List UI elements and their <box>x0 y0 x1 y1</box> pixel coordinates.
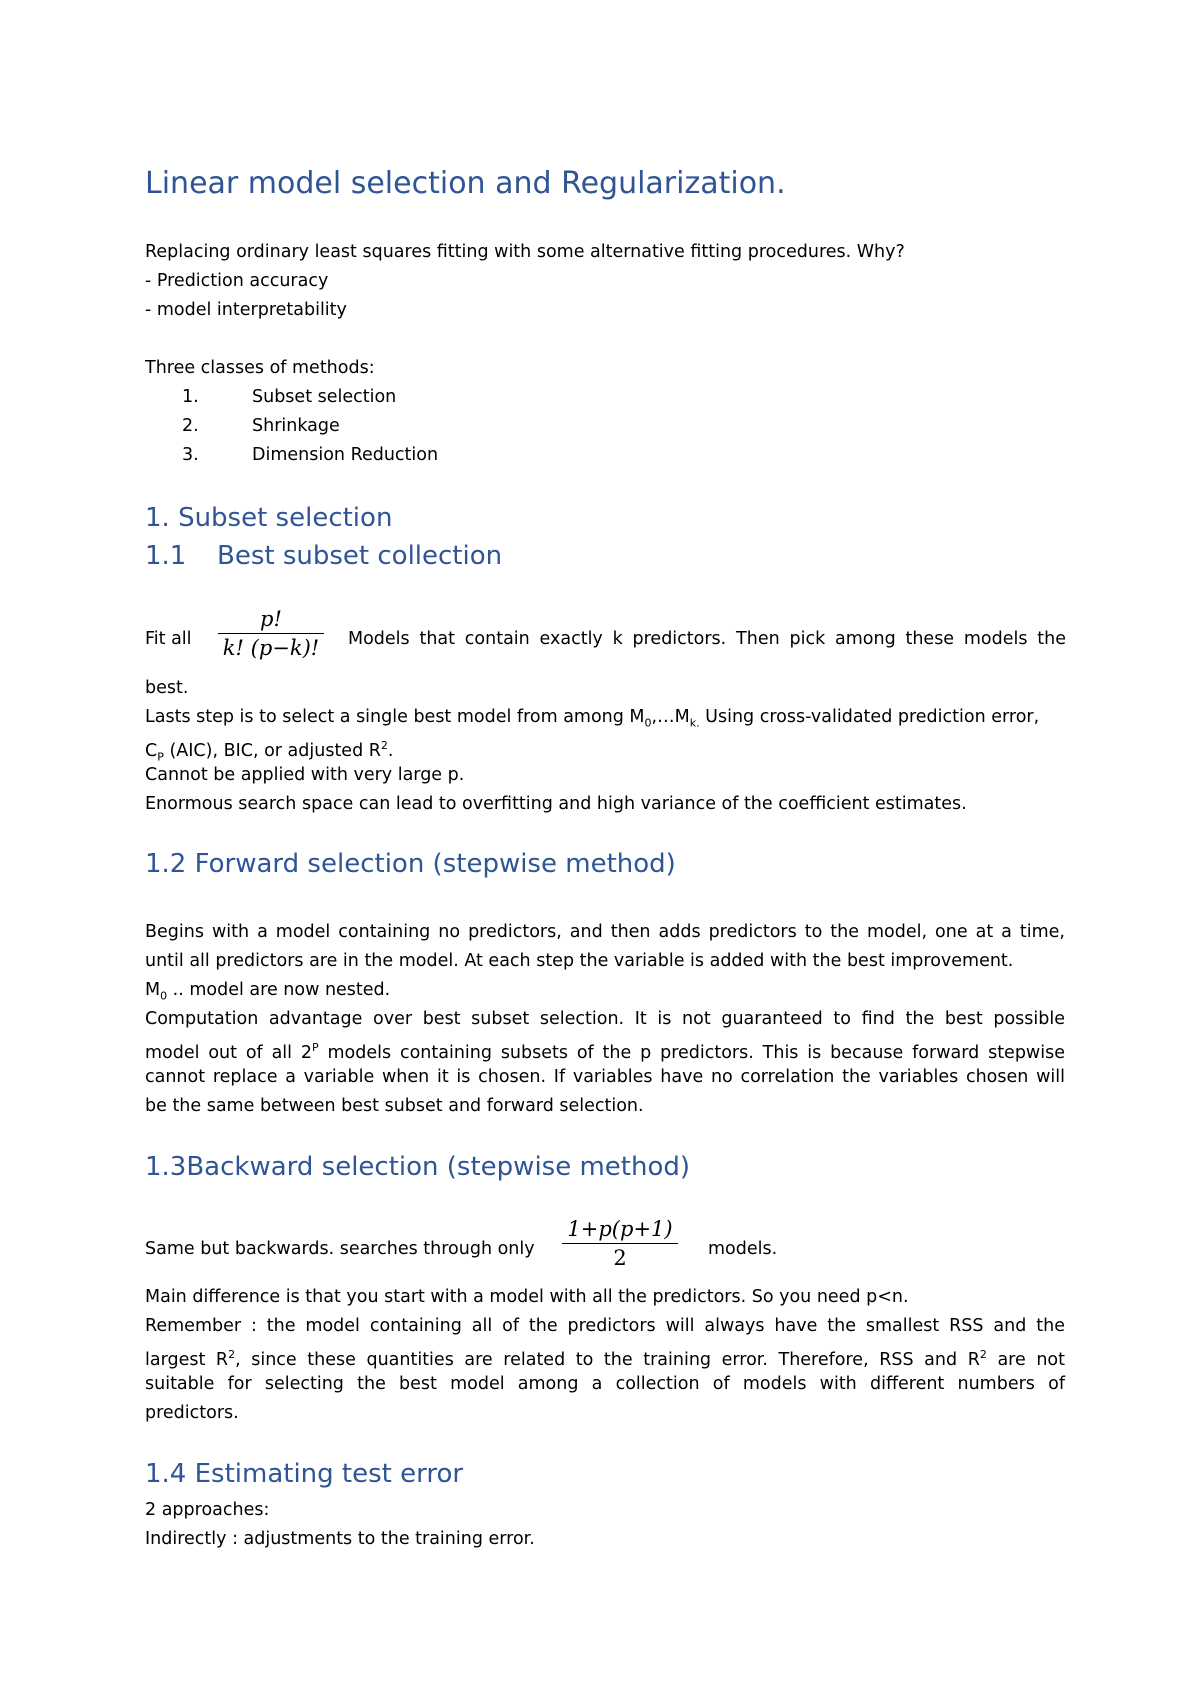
method-item <box>182 444 438 466</box>
paragraph-line: Remember : the model containing all of the predictors will always have the smallest RSS and the <box>145 1316 1065 1336</box>
paragraph-line: until all predictors are in the model. At each step the variable is added with the best improvement. <box>145 951 1014 971</box>
fraction-numerator: 1+p(p+1) <box>567 1217 673 1241</box>
paragraph-line: cannot replace a variable when it is chosen. If variables have no correlation the variables chosen will <box>145 1067 1065 1087</box>
paragraph-line: predictors. <box>145 1403 239 1423</box>
method-item <box>182 386 396 408</box>
paragraph-line: model out of all $2^P$ models containing subsets of the p predictors. This is because forward stepwise <box>145 1041 1065 1063</box>
paragraph-line: be the same between best subset and forward selection. <box>145 1096 644 1116</box>
backward-text: Same but backwards. searches through only <box>145 1239 535 1259</box>
fraction-denominator: 2 <box>613 1246 627 1270</box>
section-heading: 1.4 Estimating test error <box>145 1459 464 1489</box>
intro-line: Replacing ordinary least squares fitting with some alternative fitting procedures. Why? <box>145 242 905 262</box>
paragraph-line: Indirectly : adjustments to the training error. <box>145 1529 535 1549</box>
paragraph-line: Main difference is that you start with a model with all the predictors. So you need p<n. <box>145 1287 909 1307</box>
section-heading: 1.3Backward selection (stepwise method) <box>145 1152 691 1182</box>
paragraph-line: best. <box>145 678 189 698</box>
intro-bullet: - Prediction accuracy <box>145 271 329 291</box>
paragraph-line: Computation advantage over best subset selection. It is not guaranteed to find the best possible <box>145 1009 1065 1029</box>
method-item-text: Shrinkage <box>252 416 340 436</box>
paragraph-line: Enormous search space can lead to overfitting and high variance of the coefficient estimates. <box>145 794 967 814</box>
method-item-text: Dimension Reduction <box>252 445 439 465</box>
paragraph-line: $M_0$ .. model are now nested. <box>145 980 391 1003</box>
subsection-title: Best subset collection <box>217 541 503 571</box>
paragraph-line: Lasts step is to select a single best model from among $M_0,\dots M_{k.}$ Using cross-validated prediction error, <box>145 707 1040 730</box>
paragraph-line: Cannot be applied with very large p. <box>145 765 465 785</box>
methods-label: Three classes of methods: <box>145 358 375 378</box>
method-item-text: Subset selection <box>252 387 397 407</box>
backward-fraction <box>562 1217 678 1270</box>
section-heading: 1. Subset selection <box>145 503 393 533</box>
paragraph-line: Begins with a model containing no predictors, and then adds predictors to the model, one at a time, <box>145 922 1065 942</box>
combination-fraction <box>218 607 324 660</box>
fraction-numerator: p! <box>260 607 282 631</box>
section-heading: 1.2 Forward selection (stepwise method) <box>145 849 676 879</box>
subsection-heading <box>145 541 502 571</box>
fraction-bar <box>218 633 324 634</box>
fit-all-continuation: Models that contain exactly k predictors. Then pick among these models the <box>348 629 1066 649</box>
fit-all-text: Fit all <box>145 629 192 649</box>
method-item-number: 2. <box>182 416 199 436</box>
method-item-number: 3. <box>182 445 199 465</box>
paragraph-line: 2 approaches: <box>145 1500 270 1520</box>
method-item <box>182 415 340 437</box>
backward-text: models. <box>708 1239 778 1259</box>
paragraph-line: $C_P$ (AIC), BIC, or adjusted $R^2$. <box>145 739 394 764</box>
fraction-denominator: k! (p−k)! <box>222 636 320 660</box>
method-item-number: 1. <box>182 387 199 407</box>
subsection-number: 1.1 <box>145 541 187 571</box>
fraction-bar <box>562 1243 678 1244</box>
paragraph-line: largest $R^2$, since these quantities are related to the training error. Therefore, RSS and $R^2$ are not <box>145 1348 1065 1370</box>
page-title: Linear model selection and Regularization. <box>145 166 786 201</box>
paragraph-line: suitable for selecting the best model among a collection of models with different numbers of <box>145 1374 1065 1394</box>
intro-bullet: - model interpretability <box>145 300 347 320</box>
